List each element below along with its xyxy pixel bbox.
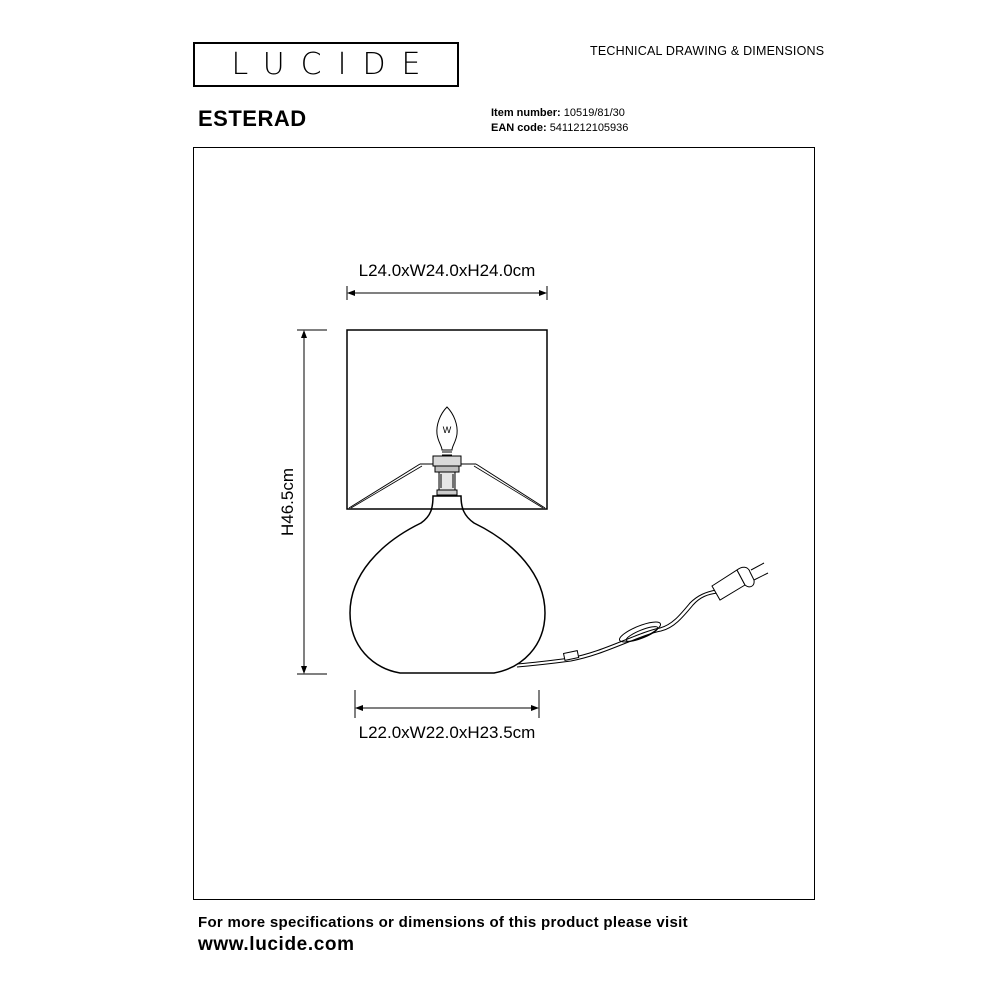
item-number-label: Item number: <box>491 107 561 119</box>
ean-label: EAN code: <box>491 122 547 134</box>
product-name: ESTERAD <box>198 106 307 131</box>
plug-icon <box>712 563 768 600</box>
brand-logo-text: LUCIDE <box>231 47 437 82</box>
height-dimension-label: H46.5cm <box>278 467 297 537</box>
shade-dimension-line <box>347 286 547 300</box>
cable-switch <box>564 651 579 661</box>
footer-url-link[interactable]: www.lucide.com <box>198 934 355 955</box>
document-title: TECHNICAL DRAWING & DIMENSIONS <box>590 44 825 58</box>
lamp-base <box>350 496 545 673</box>
base-dimension-line <box>355 690 539 718</box>
power-cable <box>517 590 718 667</box>
bulb-mark: W <box>442 425 452 435</box>
base-dimension-label: L22.0xW22.0xH23.5cm <box>358 723 536 742</box>
footer-text: For more specifications or dimensions of this product please visit <box>198 914 688 931</box>
height-dimension-line <box>297 330 327 674</box>
shade-dimension-label: L24.0xW24.0xH24.0cm <box>358 261 536 280</box>
item-number-value: 10519/81/30 <box>563 107 625 119</box>
lamp-socket <box>433 456 461 495</box>
ean-value: 5411212105936 <box>549 122 629 134</box>
